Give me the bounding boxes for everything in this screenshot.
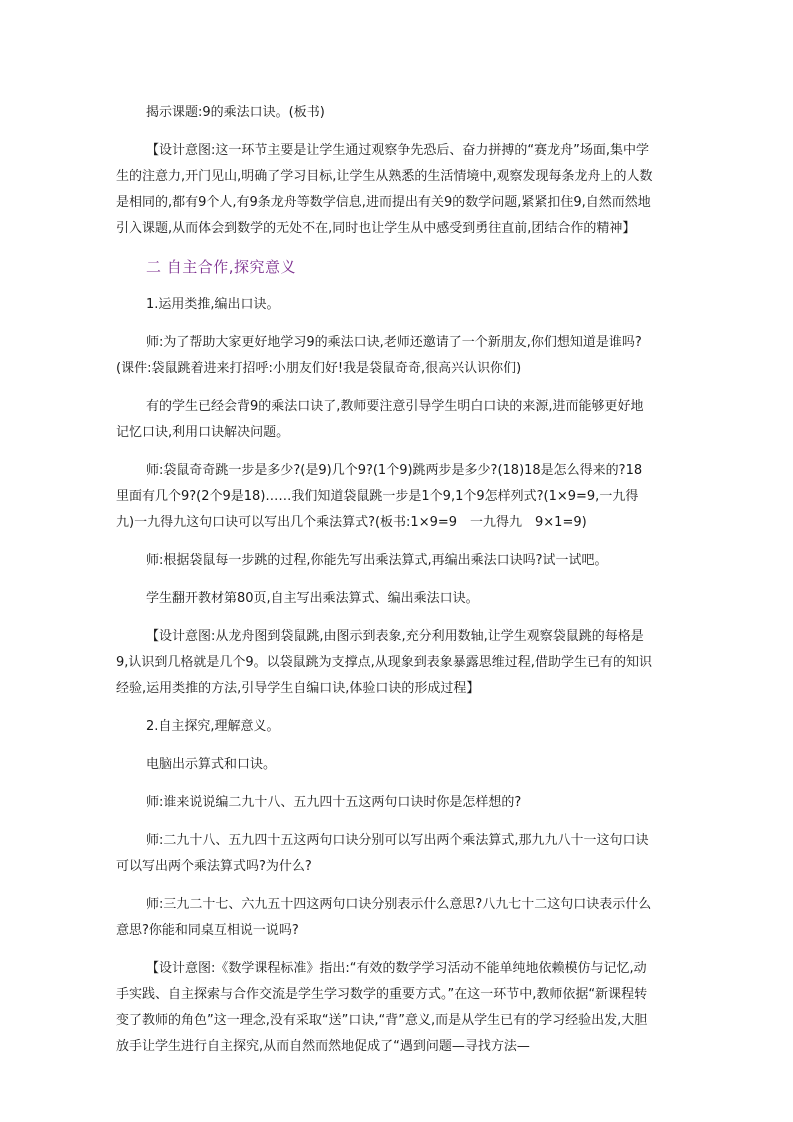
paragraph-teacher-6: 师:三九二十七、六九五十四这两句口诀分别表示什么意思?八九七十二这句口诀表示什么意思?你能和同桌互相说一说吗?: [116, 897, 652, 938]
paragraph-topic: 揭示课题:9的乘法口诀。(板书): [146, 105, 325, 120]
paragraph-design-intent-3: 【设计意图:《数学课程标准》指出:“有效的数学学习活动不能单纯地依赖模仿与记忆,动手实践、自主探索与合作交流是学生学习数学的重要方式。”在这一环节中,教师依据“新课程转变了教师的角色”这一理念,没有采取“送”口诀,“背”意义,而是从学生已有的学习经验出发,大胆放手让学生进行自主探究,从而自然而然地促成了“遇到问题—寻找方法—: [116, 961, 648, 1054]
paragraph-note: 有的学生已经会背9的乘法口诀了,教师要注意引导学生明白口诀的来源,进而能够更好地记忆口诀,利用口诀解决问题。: [116, 399, 644, 440]
paragraph-teacher-3: 师:根据袋鼠每一步跳的过程,你能先写出乘法算式,再编出乘法口诀吗?试一试吧。: [146, 553, 608, 568]
paragraph-teacher-1: 师:为了帮助大家更好地学习9的乘法口诀,老师还邀请了一个新朋友,你们想知道是谁吗?(课件:袋鼠跳着进来打招呼:小朋友们好!我是袋鼠奇奇,很高兴认识你们): [116, 335, 642, 376]
paragraph-computer: 电脑出示算式和口诀。: [146, 757, 277, 772]
paragraph-design-intent-1: 【设计意图:这一环节主要是让学生通过观察争先恐后、奋力拼搏的“赛龙舟”场面,集中学生的注意力,开门见山,明确了学习目标,让学生从熟悉的生活情境中,观察发现每条龙舟上的人数是相同的,都有9个人,有9条龙舟等数学信息,进而提出有关9的数学问题,紧紧扣住9,自然而然地引入课题,从而体会到数学的无处不在,同时也让学生从中感受到勇往直前,团结合作的精神】: [116, 143, 653, 236]
section-heading: 二 自主合作,探究意义: [146, 258, 297, 276]
paragraph-students: 学生翻开教材第80页,自主写出乘法算式、编出乘法口诀。: [146, 591, 479, 606]
paragraph-teacher-4: 师:谁来说说编二九十八、五九四十五这两句口诀时你是怎样想的?: [146, 795, 522, 810]
paragraph-design-intent-2: 【设计意图:从龙舟图到袋鼠跳,由图示到表象,充分利用数轴,让学生观察袋鼠跳的每格是9,认识到几格就是几个9。以袋鼠跳为支撑点,从现象到表象暴露思维过程,借助学生已有的知识经验,运用类推的方法,引导学生自编口诀,体验口诀的形成过程】: [116, 629, 652, 696]
paragraph-teacher-2: 师:袋鼠奇奇跳一步是多少?(是9)几个9?(1个9)跳两步是多少?(18)18是怎么得来的?18里面有几个9?(2个9是18)……我们知道袋鼠跳一步是1个9,1个9怎样列式?(1×9=9,一九得九)一九得九这句口诀可以写出几个乘法算式?(板书:1×9=9 一九得九 9×1=9): [116, 463, 643, 530]
paragraph-step-2: 2.自主探究,理解意义。: [146, 719, 280, 734]
paragraph-step-1: 1.运用类推,编出口诀。: [146, 297, 280, 312]
paragraph-teacher-5: 师:二九十八、五九四十五这两句口诀分别可以写出两个乘法算式,那九九八十一这句口诀可以写出两个乘法算式吗?为什么?: [116, 833, 649, 874]
document-page: [116, 100, 654, 1072]
